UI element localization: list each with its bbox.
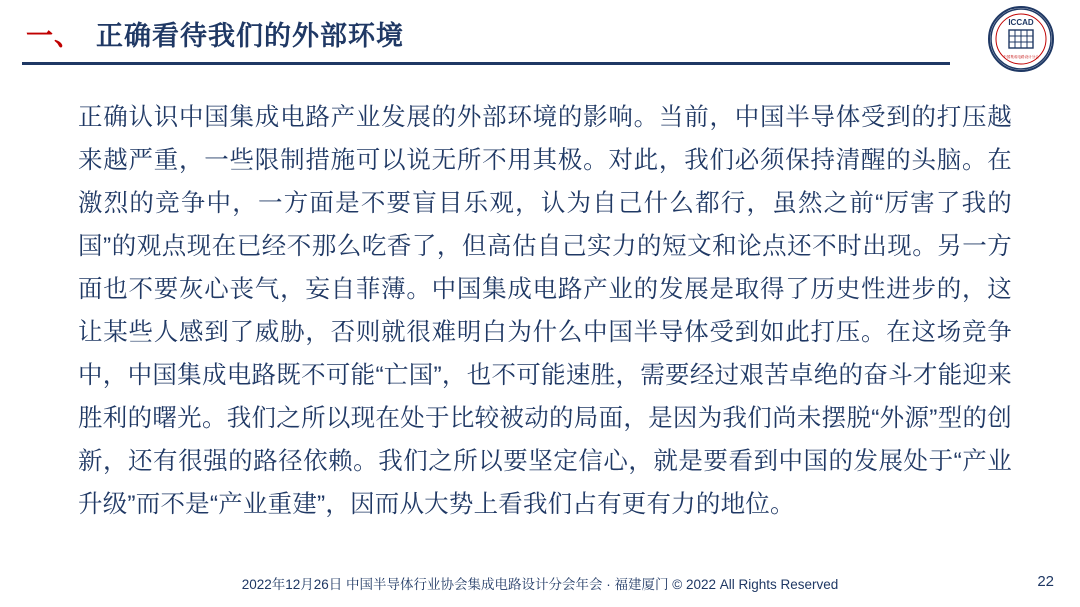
section-number: 一、 [26,21,82,51]
title-underline [22,62,950,65]
iccad-logo-graphic [990,8,1052,70]
section-title: 正确看待我们的外部环境 [96,21,404,51]
iccad-logo [988,6,1054,72]
slide-header [0,0,1080,72]
page-title [26,14,404,53]
body-paragraph: 正确认识中国集成电路产业发展的外部环境的影响。当前，中国半导体受到的打压越来越严重，一些限制措施可以说无所不用其极。对此，我们必须保持清醒的头脑。在激烈的竞争中，一方面是不要盲目乐观，认为自己什么都行，虽然之前“厉害了我的国”的观点现在已经不那么吃香了，但高估自己实力的短文和论点还不时出现。另一方面也不要灰心丧气，妄自菲薄。中国集成电路产业的发展是取得了历史性进步的，这让某些人感到了威胁，否则就很难明白为什么中国半导体受到如此打压。在这场竞争中，中国集成电路既不可能“亡国”，也不可能速胜，需要经过艰苦卓绝的奋斗才能迎来胜利的曙光。我们之所以现在处于比较被动的局面，是因为我们尚未摆脱“外源”型的创新，还有很强的路径依赖。我们之所以要坚定信心，就是要看到中国的发展处于“产业升级”而不是“产业重建”，因而从大势上看我们占有更有力的地位。 [78,104,1012,518]
svg-text:ICCAD: ICCAD [1008,18,1034,27]
footer-copyright: 2022年12月26日 中国半导体行业协会集成电路设计分会年会 · 福建厦门 © 2022 All Rights Reserved [241,577,839,592]
slide-footer [0,573,1080,597]
page-number: 22 [1037,573,1054,590]
svg-text:中国集成电路设计分会: 中国集成电路设计分会 [1003,55,1039,59]
